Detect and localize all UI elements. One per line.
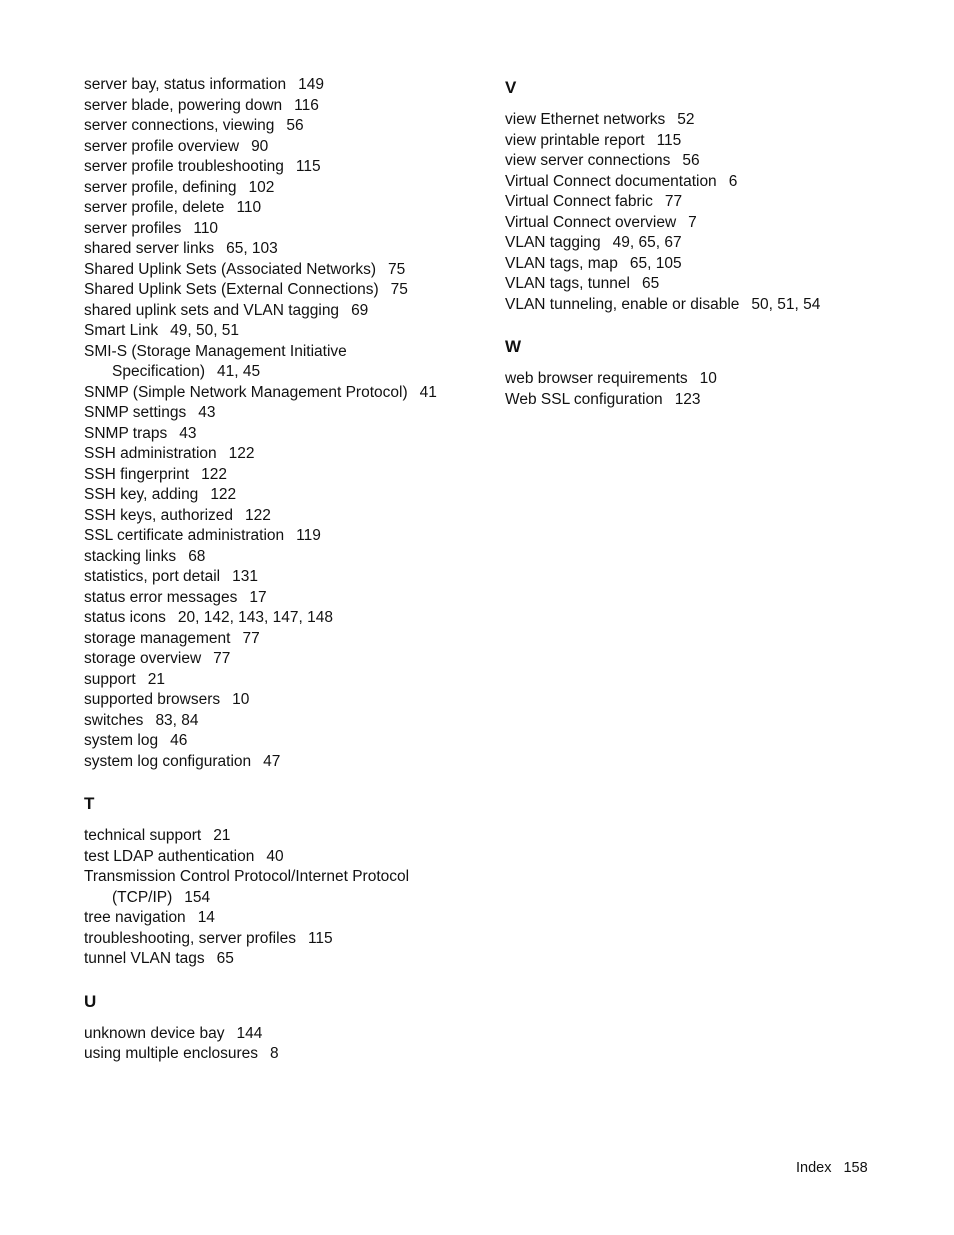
index-page-refs[interactable]: 49, 65, 67 <box>612 234 682 251</box>
index-column-right <box>505 75 905 410</box>
index-term: server profiles <box>84 219 182 237</box>
index-term: SNMP settings <box>84 404 187 421</box>
index-entry <box>84 198 484 219</box>
index-term: status icons <box>84 609 166 626</box>
index-column-left <box>84 75 484 1065</box>
index-section-letter: W <box>505 337 522 356</box>
index-term: storage management <box>84 629 231 647</box>
index-entry <box>84 506 484 527</box>
index-page-refs[interactable]: 46 <box>170 732 188 749</box>
index-page-refs[interactable]: 20, 142, 143, 147, 148 <box>177 609 333 626</box>
index-term: SSL certificate administration <box>84 527 285 544</box>
index-entry <box>84 157 484 178</box>
index-entry <box>84 867 484 888</box>
index-page-refs[interactable]: 115 <box>295 158 321 175</box>
index-entry-continuation <box>84 362 484 383</box>
index-page-refs[interactable]: 77 <box>242 629 260 647</box>
index-entry <box>84 342 484 363</box>
index-entry <box>84 690 484 711</box>
index-term: SMI-S (Storage Management Initiative <box>84 342 347 360</box>
index-entry <box>84 731 484 752</box>
index-term: SNMP (Simple Network Management Protocol) <box>84 383 408 401</box>
index-entry <box>505 369 905 390</box>
footer-page-number: 158 <box>843 1160 868 1176</box>
index-term: server blade, powering down <box>84 96 283 114</box>
index-page-refs[interactable]: 77 <box>213 650 231 667</box>
index-page-refs[interactable]: 10 <box>699 370 717 387</box>
index-entry <box>84 260 484 281</box>
index-term: server connections, viewing <box>84 117 275 134</box>
index-term: (TCP/IP) <box>112 888 173 906</box>
index-term: VLAN tags, map <box>505 254 618 272</box>
index-entry <box>505 192 905 213</box>
index-entry <box>84 75 484 96</box>
index-entry <box>84 96 484 117</box>
index-page-refs[interactable]: 90 <box>251 137 269 155</box>
index-term: Transmission Control Protocol/Internet Protocol <box>84 868 410 885</box>
index-term: shared server links <box>84 240 215 257</box>
index-page-refs[interactable]: 65 <box>641 275 660 292</box>
index-entry <box>84 465 484 486</box>
index-term: Specification) <box>112 363 206 380</box>
index-term: storage overview <box>84 650 202 667</box>
index-entry <box>505 131 905 152</box>
index-term: system log <box>84 732 159 749</box>
index-page-refs[interactable]: 40 <box>266 847 284 865</box>
index-entry <box>84 444 484 465</box>
index-entry <box>84 588 484 609</box>
index-entry <box>84 608 484 629</box>
index-term: Smart Link <box>84 322 159 339</box>
index-term: Virtual Connect fabric <box>505 193 653 210</box>
index-page-refs[interactable]: 110 <box>236 199 262 216</box>
index-term: SSH keys, authorized <box>84 506 234 524</box>
index-page-refs[interactable]: 21 <box>147 670 165 688</box>
index-term: server bay, status information <box>84 76 287 93</box>
footer-section-label: Index <box>796 1160 832 1176</box>
index-term: switches <box>84 711 144 729</box>
index-page-refs[interactable]: 75 <box>388 260 406 278</box>
index-page-refs[interactable]: 50, 51, 54 <box>751 295 821 313</box>
index-entry <box>84 1044 484 1065</box>
index-term: unknown device bay <box>84 1024 225 1042</box>
index-page-refs[interactable]: 122 <box>210 486 237 503</box>
index-page-refs[interactable]: 154 <box>184 888 211 906</box>
index-term: SSH administration <box>84 445 217 462</box>
index-term: SNMP traps <box>84 424 168 442</box>
index-entry <box>84 280 484 301</box>
index-term: server profile troubleshooting <box>84 158 284 175</box>
index-page-refs[interactable]: 52 <box>677 111 695 128</box>
index-entry <box>84 670 484 691</box>
index-term: view Ethernet networks <box>505 111 666 128</box>
index-page-refs[interactable]: 144 <box>236 1024 263 1042</box>
index-entry <box>505 110 905 131</box>
index-term: tree navigation <box>84 909 186 926</box>
index-entry <box>84 301 484 322</box>
index-term: web browser requirements <box>505 370 688 387</box>
index-page-refs[interactable]: 122 <box>245 506 271 524</box>
index-entry <box>84 908 484 929</box>
index-entry <box>505 390 905 411</box>
index-term: statistics, port detail <box>84 568 221 585</box>
index-term: view printable report <box>505 131 645 149</box>
index-term: server profile overview <box>84 137 240 155</box>
index-entry <box>84 929 484 950</box>
index-term: Web SSL configuration <box>505 390 663 408</box>
index-term: using multiple enclosures <box>84 1045 259 1062</box>
index-entry <box>84 711 484 732</box>
index-entry <box>84 383 484 404</box>
index-term: troubleshooting, server profiles <box>84 929 296 947</box>
index-entry <box>84 629 484 650</box>
index-page-refs[interactable]: 7 <box>688 213 697 231</box>
index-page-refs[interactable]: 21 <box>213 827 231 844</box>
index-term: shared uplink sets and VLAN tagging <box>84 301 340 319</box>
index-term: server profile, defining <box>84 178 237 196</box>
index-term: system log configuration <box>84 752 252 770</box>
index-entry <box>84 321 484 342</box>
index-page-refs[interactable]: 110 <box>193 219 219 237</box>
index-page-refs[interactable]: 75 <box>390 281 408 298</box>
index-section-letter: U <box>84 991 97 1011</box>
index-page-refs[interactable]: 116 <box>294 96 319 114</box>
index-page-refs[interactable]: 43 <box>198 404 216 421</box>
index-entry <box>84 485 484 506</box>
index-entry <box>84 239 484 260</box>
index-entry <box>505 151 905 172</box>
index-entry <box>84 403 484 424</box>
index-page-refs[interactable]: 65 <box>216 950 234 967</box>
index-term: tunnel VLAN tags <box>84 950 205 967</box>
index-term: view server connections <box>505 152 671 169</box>
index-page-refs[interactable]: 17 <box>249 588 267 606</box>
index-term: Virtual Connect documentation <box>505 172 717 190</box>
index-entry <box>84 219 484 240</box>
index-term: Virtual Connect overview <box>505 213 677 231</box>
index-page-refs[interactable]: 49, 50, 51 <box>170 322 240 339</box>
index-page-refs[interactable]: 47 <box>263 752 281 770</box>
index-page-refs[interactable]: 41 <box>419 383 437 401</box>
index-page-refs[interactable]: 14 <box>197 909 215 926</box>
index-page-refs[interactable]: 65, 103 <box>226 240 278 257</box>
index-page-refs[interactable]: 131 <box>232 568 258 585</box>
index-page-refs[interactable]: 119 <box>296 527 321 544</box>
index-entry <box>84 752 484 773</box>
index-term: stacking links <box>84 547 177 565</box>
index-page-refs[interactable]: 123 <box>674 390 701 408</box>
index-entry <box>84 847 484 868</box>
index-entry <box>84 547 484 568</box>
index-entry <box>84 137 484 158</box>
index-term: SSH fingerprint <box>84 465 190 483</box>
index-term: server profile, delete <box>84 199 225 216</box>
index-entry <box>84 116 484 137</box>
index-term: VLAN tagging <box>505 234 601 251</box>
index-page-refs[interactable]: 102 <box>248 178 275 196</box>
index-entry <box>505 213 905 234</box>
index-entry <box>84 567 484 588</box>
index-entry <box>84 826 484 847</box>
index-entry <box>505 274 905 295</box>
index-entry <box>505 172 905 193</box>
index-entry <box>505 233 905 254</box>
index-entry <box>84 526 484 547</box>
index-page-refs[interactable]: 115 <box>656 131 682 149</box>
index-entry <box>84 178 484 199</box>
index-page-refs[interactable]: 68 <box>188 547 206 565</box>
index-page-refs[interactable]: 41, 45 <box>217 363 261 380</box>
index-term: Shared Uplink Sets (Associated Networks) <box>84 260 377 278</box>
index-page-refs[interactable]: 77 <box>664 193 683 210</box>
index-entry <box>84 949 484 970</box>
index-page-refs[interactable]: 8 <box>270 1045 279 1062</box>
index-page-refs[interactable]: 122 <box>228 445 255 462</box>
index-page-refs[interactable]: 69 <box>351 301 369 319</box>
index-page-refs[interactable]: 43 <box>179 424 197 442</box>
index-page-refs[interactable]: 122 <box>201 465 227 483</box>
index-page-refs[interactable]: 115 <box>307 929 333 947</box>
index-page-refs[interactable]: 83, 84 <box>155 711 199 729</box>
index-term: support <box>84 670 136 688</box>
page-footer <box>796 1158 868 1178</box>
index-entry <box>84 424 484 445</box>
index-term: supported browsers <box>84 691 221 708</box>
index-entry-continuation <box>84 888 484 909</box>
index-entry <box>505 295 905 316</box>
index-term: status error messages <box>84 588 238 606</box>
index-page-refs[interactable]: 10 <box>232 691 250 708</box>
index-page-refs[interactable]: 149 <box>298 76 325 93</box>
index-entry <box>505 254 905 275</box>
index-term: Shared Uplink Sets (External Connections) <box>84 281 379 298</box>
index-page-refs[interactable]: 56 <box>682 152 700 169</box>
index-page-refs[interactable]: 56 <box>286 117 304 134</box>
index-entry <box>84 1024 484 1045</box>
index-page-refs[interactable]: 65, 105 <box>629 254 682 272</box>
index-term: VLAN tags, tunnel <box>505 275 630 292</box>
index-section-letter: V <box>505 78 517 97</box>
index-term: VLAN tunneling, enable or disable <box>505 295 740 313</box>
index-section-letter: T <box>84 794 95 813</box>
index-page-refs[interactable]: 6 <box>728 172 738 190</box>
index-term: technical support <box>84 827 202 844</box>
index-term: SSH key, adding <box>84 486 199 503</box>
index-term: test LDAP authentication <box>84 847 255 865</box>
index-entry <box>84 649 484 670</box>
